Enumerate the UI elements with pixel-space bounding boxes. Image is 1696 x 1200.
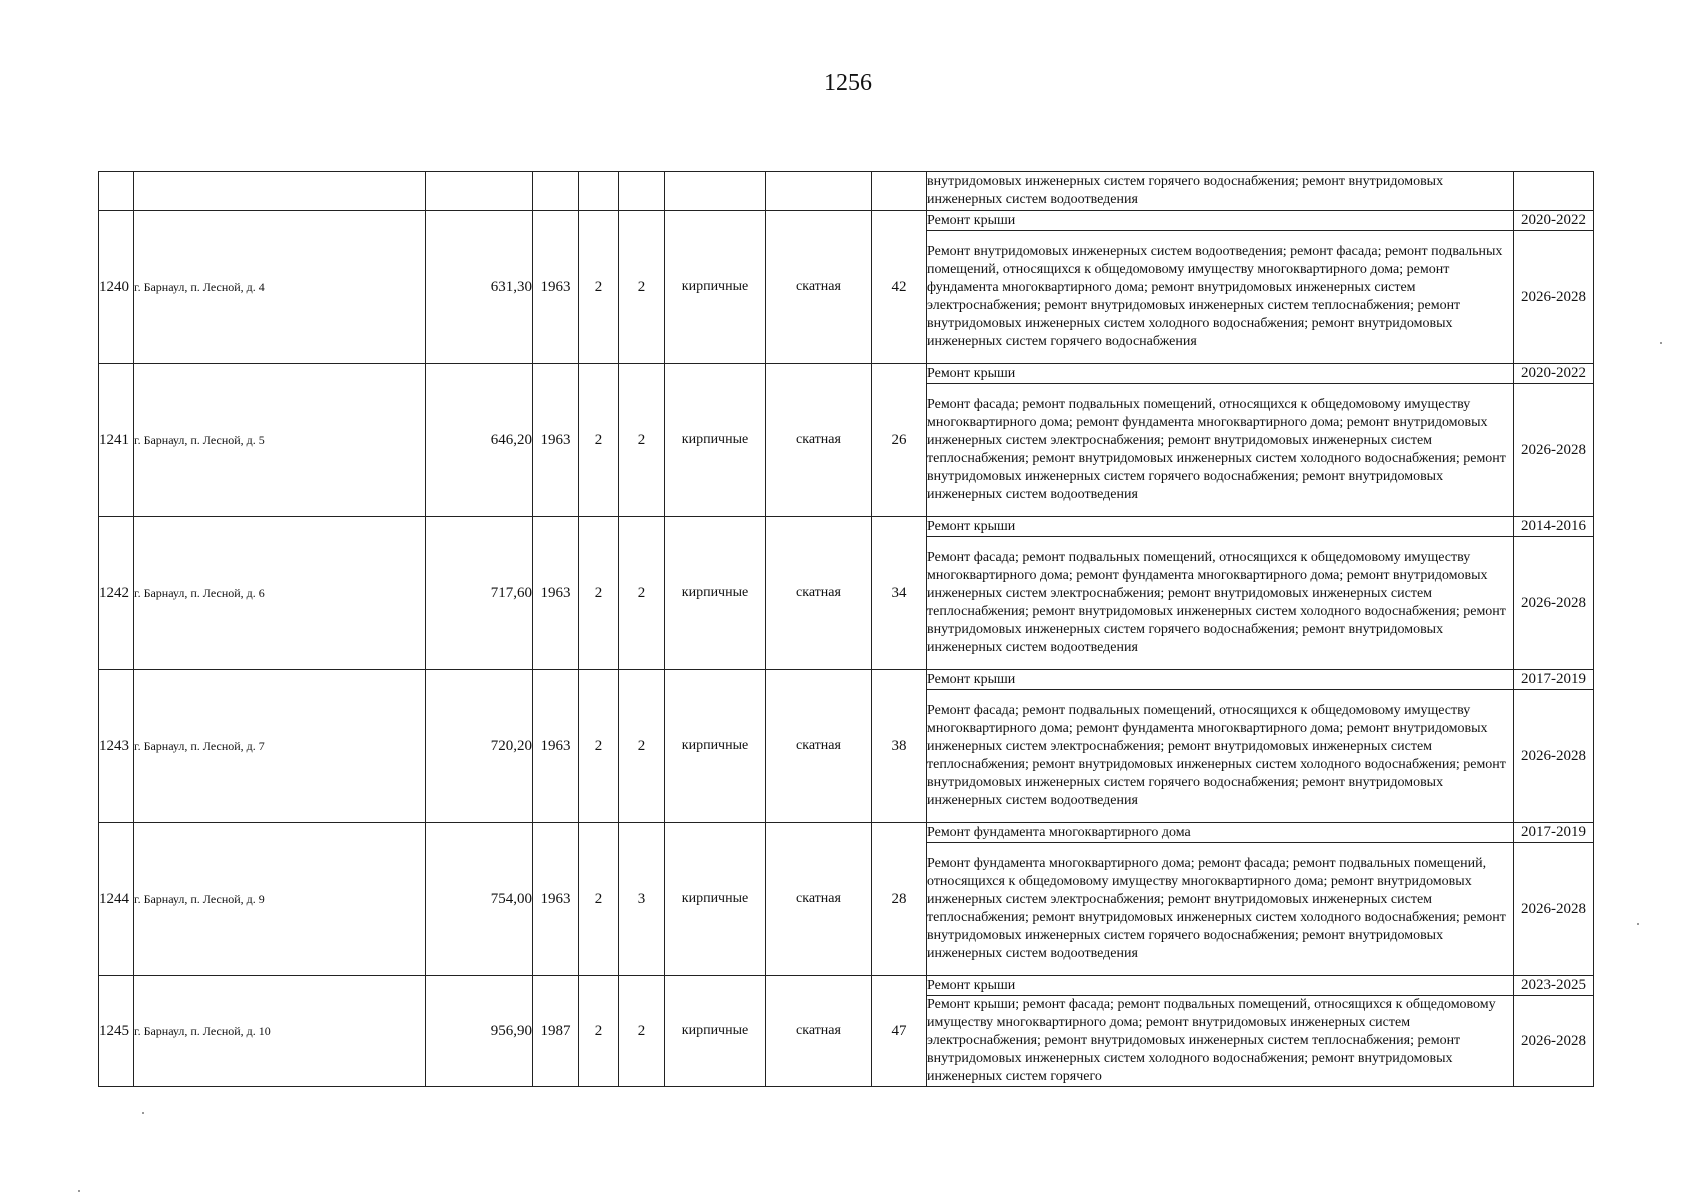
cell-walls: кирпичные [665,670,766,823]
table-row [99,976,1594,996]
table-row [99,670,1594,690]
cell-work-secondary: Ремонт фасада; ремонт подвальных помещений, относящихся к общедомовому имуществу многоквартирного дома; ремонт фундамента многоквартирного дома; ремонт внутридомовых инженерных систем электроснабжения; ремонт внутридомовых инженерных систем теплоснабжения; ремонт внутридомовых инженерных систем холодного водоснабжения; ремонт внутридомовых инженерных систем горячего водоснабжения; ремонт внутридомовых инженерных систем водоотведения [927,537,1514,670]
cell-year: 1963 [533,364,579,517]
cell-work-primary: Ремонт крыши [927,517,1514,537]
cell-number: 1240 [99,211,134,364]
carry-over-row [99,172,1594,211]
cell-roof: скатная [766,976,872,1087]
cell-year: 1963 [533,823,579,976]
cell-number [99,172,134,211]
cell-floors: 2 [579,517,619,670]
table-row [99,823,1594,843]
cell-roof: скатная [766,670,872,823]
cell-period-primary: 2017-2019 [1514,670,1594,690]
cell-number: 1242 [99,517,134,670]
cell-floors: 2 [579,211,619,364]
cell-area: 956,90 [426,976,533,1087]
cell-floors: 2 [579,670,619,823]
cell-floors: 2 [579,976,619,1087]
cell-work-secondary: Ремонт фундамента многоквартирного дома; ремонт фасада; ремонт подвальных помещений, относящихся к общедомовому имуществу многоквартирного дома; ремонт внутридомовых инженерных систем электроснабжения; ремонт внутридомовых инженерных систем теплоснабжения; ремонт внутридомовых инженерных систем холодного водоснабжения; ремонт внутридомовых инженерных систем горячего водоснабжения; ремонт внутридомовых инженерных систем водоотведения [927,843,1514,976]
cell-address: г. Барнаул, п. Лесной, д. 5 [134,364,426,517]
scan-speck [78,1190,80,1192]
cell-address: г. Барнаул, п. Лесной, д. 4 [134,211,426,364]
cell-floors [579,172,619,211]
cell-area: 646,20 [426,364,533,517]
cell-year: 1963 [533,211,579,364]
cell-work-primary: Ремонт крыши [927,976,1514,996]
cell-work-primary: Ремонт крыши [927,364,1514,384]
cell-roof: скатная [766,517,872,670]
cell-roof [766,172,872,211]
cell-period-primary: 2017-2019 [1514,823,1594,843]
cell-roof: скатная [766,823,872,976]
cell-entrances: 2 [619,211,665,364]
cell-period-secondary: 2026-2028 [1514,690,1594,823]
cell-work-carry-over: внутридомовых инженерных систем горячего водоснабжения; ремонт внутридомовых инженерных систем водоотведения [927,172,1514,211]
cell-period [1514,172,1594,211]
cell-area: 754,00 [426,823,533,976]
cell-year: 1963 [533,517,579,670]
cell-year: 1963 [533,670,579,823]
cell-walls: кирпичные [665,823,766,976]
cell-period-secondary: 2026-2028 [1514,996,1594,1087]
cell-entrances [619,172,665,211]
cell-flats: 47 [872,976,927,1087]
cell-period-primary: 2023-2025 [1514,976,1594,996]
cell-flats [872,172,927,211]
cell-work-primary: Ремонт крыши [927,670,1514,690]
cell-entrances: 2 [619,976,665,1087]
cell-address: г. Барнаул, п. Лесной, д. 9 [134,823,426,976]
housing-registry-table [98,171,1594,1087]
cell-walls [665,172,766,211]
cell-period-primary: 2014-2016 [1514,517,1594,537]
cell-period-secondary: 2026-2028 [1514,384,1594,517]
cell-area: 631,30 [426,211,533,364]
cell-work-secondary: Ремонт фасада; ремонт подвальных помещений, относящихся к общедомовому имуществу многоквартирного дома; ремонт фундамента многоквартирного дома; ремонт внутридомовых инженерных систем электроснабжения; ремонт внутридомовых инженерных систем теплоснабжения; ремонт внутридомовых инженерных систем холодного водоснабжения; ремонт внутридомовых инженерных систем горячего водоснабжения; ремонт внутридомовых инженерных систем водоотведения [927,690,1514,823]
cell-walls: кирпичные [665,211,766,364]
cell-flats: 42 [872,211,927,364]
cell-roof: скатная [766,211,872,364]
cell-work-secondary: Ремонт фасада; ремонт подвальных помещений, относящихся к общедомовому имуществу многоквартирного дома; ремонт фундамента многоквартирного дома; ремонт внутридомовых инженерных систем электроснабжения; ремонт внутридомовых инженерных систем теплоснабжения; ремонт внутридомовых инженерных систем холодного водоснабжения; ремонт внутридомовых инженерных систем горячего водоснабжения; ремонт внутридомовых инженерных систем водоотведения [927,384,1514,517]
cell-work-primary: Ремонт фундамента многоквартирного дома [927,823,1514,843]
scan-speck [1637,923,1639,925]
cell-address [134,172,426,211]
cell-area: 720,20 [426,670,533,823]
cell-number: 1243 [99,670,134,823]
cell-floors: 2 [579,364,619,517]
cell-address: г. Барнаул, п. Лесной, д. 6 [134,517,426,670]
cell-number: 1241 [99,364,134,517]
cell-entrances: 3 [619,823,665,976]
cell-flats: 34 [872,517,927,670]
page-number: 1256 [824,70,872,96]
table-row [99,211,1594,231]
cell-entrances: 2 [619,517,665,670]
cell-work-secondary: Ремонт крыши; ремонт фасада; ремонт подвальных помещений, относящихся к общедомовому имуществу многоквартирного дома; ремонт внутридомовых инженерных систем электроснабжения; ремонт внутридомовых инженерных систем теплоснабжения; ремонт внутридомовых инженерных систем холодного водоснабжения; ремонт внутридомовых инженерных систем горячего [927,996,1514,1087]
cell-flats: 26 [872,364,927,517]
cell-roof: скатная [766,364,872,517]
cell-year: 1987 [533,976,579,1087]
cell-address: г. Барнаул, п. Лесной, д. 7 [134,670,426,823]
scan-speck [1660,342,1662,344]
cell-walls: кирпичные [665,517,766,670]
cell-flats: 28 [872,823,927,976]
cell-address: г. Барнаул, п. Лесной, д. 10 [134,976,426,1087]
cell-floors: 2 [579,823,619,976]
cell-work-secondary: Ремонт внутридомовых инженерных систем водоотведения; ремонт фасада; ремонт подвальных помещений, относящихся к общедомовому имуществу многоквартирного дома; ремонт фундамента многоквартирного дома; ремонт внутридомовых инженерных систем электроснабжения; ремонт внутридомовых инженерных систем теплоснабжения; ремонт внутридомовых инженерных систем холодного водоснабжения; ремонт внутридомовых инженерных систем горячего водоснабжения [927,231,1514,364]
cell-entrances: 2 [619,670,665,823]
cell-period-secondary: 2026-2028 [1514,537,1594,670]
cell-number: 1245 [99,976,134,1087]
cell-period-primary: 2020-2022 [1514,211,1594,231]
cell-number: 1244 [99,823,134,976]
cell-year [533,172,579,211]
cell-work-primary: Ремонт крыши [927,211,1514,231]
cell-period-secondary: 2026-2028 [1514,231,1594,364]
scan-speck [142,1112,144,1114]
table-row [99,517,1594,537]
cell-area: 717,60 [426,517,533,670]
cell-walls: кирпичные [665,364,766,517]
cell-flats: 38 [872,670,927,823]
table-row [99,364,1594,384]
cell-entrances: 2 [619,364,665,517]
cell-period-primary: 2020-2022 [1514,364,1594,384]
cell-period-secondary: 2026-2028 [1514,843,1594,976]
cell-walls: кирпичные [665,976,766,1087]
cell-area [426,172,533,211]
